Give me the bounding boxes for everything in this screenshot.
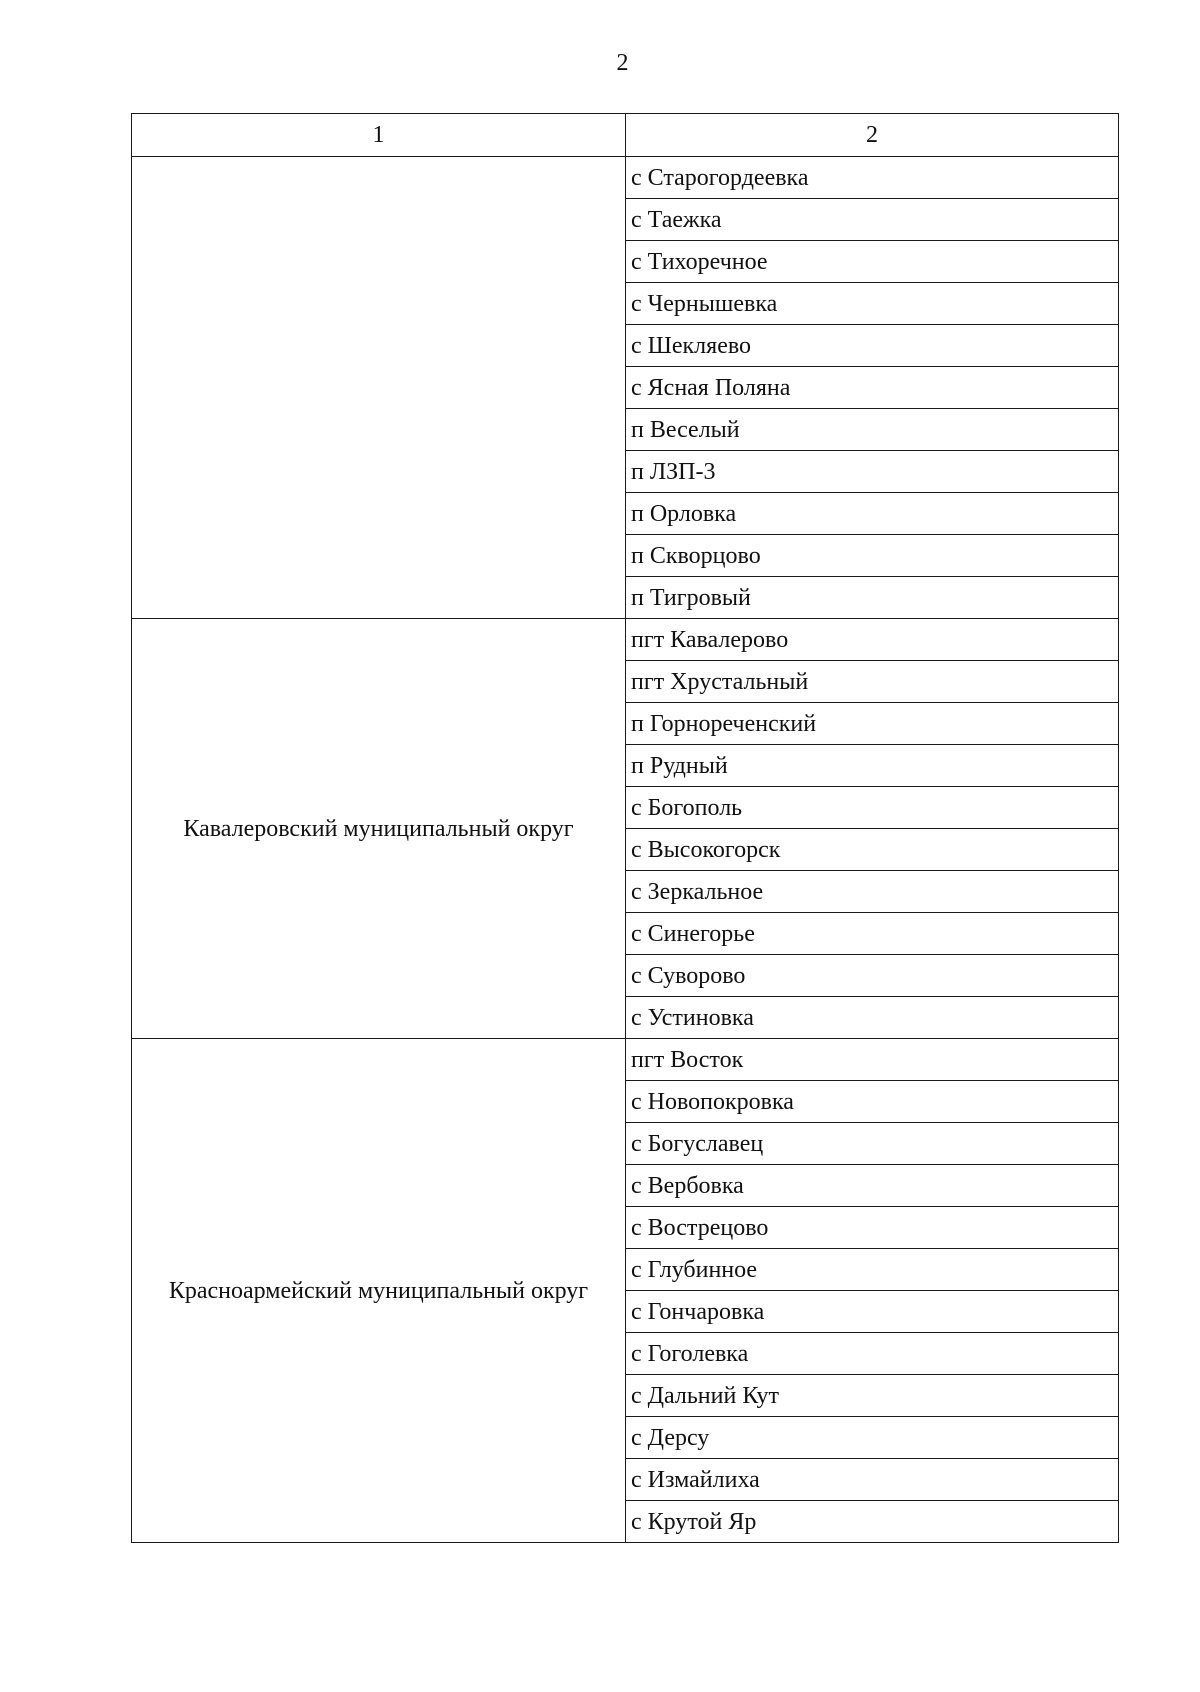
page-number: 2 bbox=[616, 50, 629, 76]
settlement-cell: п ЛЗП-3 bbox=[626, 451, 1119, 493]
settlement-cell: с Новопокровка bbox=[626, 1081, 1119, 1123]
district-cell bbox=[132, 157, 626, 619]
settlement-cell: с Устиновка bbox=[626, 997, 1119, 1039]
table-row bbox=[132, 619, 1119, 661]
settlement-cell: п Орловка bbox=[626, 493, 1119, 535]
column-header-2: 2 bbox=[626, 114, 1119, 157]
settlement-cell: п Тигровый bbox=[626, 577, 1119, 619]
district-cell: Кавалеровский муниципальный округ bbox=[132, 619, 626, 1039]
settlement-cell: с Старогордеевка bbox=[626, 157, 1119, 199]
settlement-cell: с Чернышевка bbox=[626, 283, 1119, 325]
column-header-1: 1 bbox=[132, 114, 626, 157]
settlement-cell: пгт Кавалерово bbox=[626, 619, 1119, 661]
settlement-cell: пгт Хрустальный bbox=[626, 661, 1119, 703]
header-row bbox=[132, 114, 1119, 157]
settlement-cell: с Измайлиха bbox=[626, 1459, 1119, 1501]
settlement-cell: с Гоголевка bbox=[626, 1333, 1119, 1375]
settlement-cell: п Скворцово bbox=[626, 535, 1119, 577]
settlement-cell: п Веселый bbox=[626, 409, 1119, 451]
settlement-cell: пгт Восток bbox=[626, 1039, 1119, 1081]
settlement-cell: с Таежка bbox=[626, 199, 1119, 241]
settlement-cell: с Богополь bbox=[626, 787, 1119, 829]
settlement-cell: с Крутой Яр bbox=[626, 1501, 1119, 1543]
settlement-cell: с Шекляево bbox=[626, 325, 1119, 367]
settlement-cell: с Дерсу bbox=[626, 1417, 1119, 1459]
settlement-cell: с Суворово bbox=[626, 955, 1119, 997]
settlement-cell: п Горнореченский bbox=[626, 703, 1119, 745]
settlement-cell: с Высокогорск bbox=[626, 829, 1119, 871]
settlement-cell: п Рудный bbox=[626, 745, 1119, 787]
settlement-cell: с Тихоречное bbox=[626, 241, 1119, 283]
table-row bbox=[132, 157, 1119, 199]
settlement-cell: с Вербовка bbox=[626, 1165, 1119, 1207]
settlement-cell: с Зеркальное bbox=[626, 871, 1119, 913]
district-cell: Красноармейский муниципальный округ bbox=[132, 1039, 626, 1543]
settlement-cell: с Дальний Кут bbox=[626, 1375, 1119, 1417]
settlement-cell: с Богуславец bbox=[626, 1123, 1119, 1165]
settlement-cell: с Вострецово bbox=[626, 1207, 1119, 1249]
settlement-cell: с Ясная Поляна bbox=[626, 367, 1119, 409]
settlements-table bbox=[131, 113, 1119, 1543]
settlement-cell: с Глубинное bbox=[626, 1249, 1119, 1291]
settlement-cell: с Гончаровка bbox=[626, 1291, 1119, 1333]
settlement-cell: с Синегорье bbox=[626, 913, 1119, 955]
table-row bbox=[132, 1039, 1119, 1081]
